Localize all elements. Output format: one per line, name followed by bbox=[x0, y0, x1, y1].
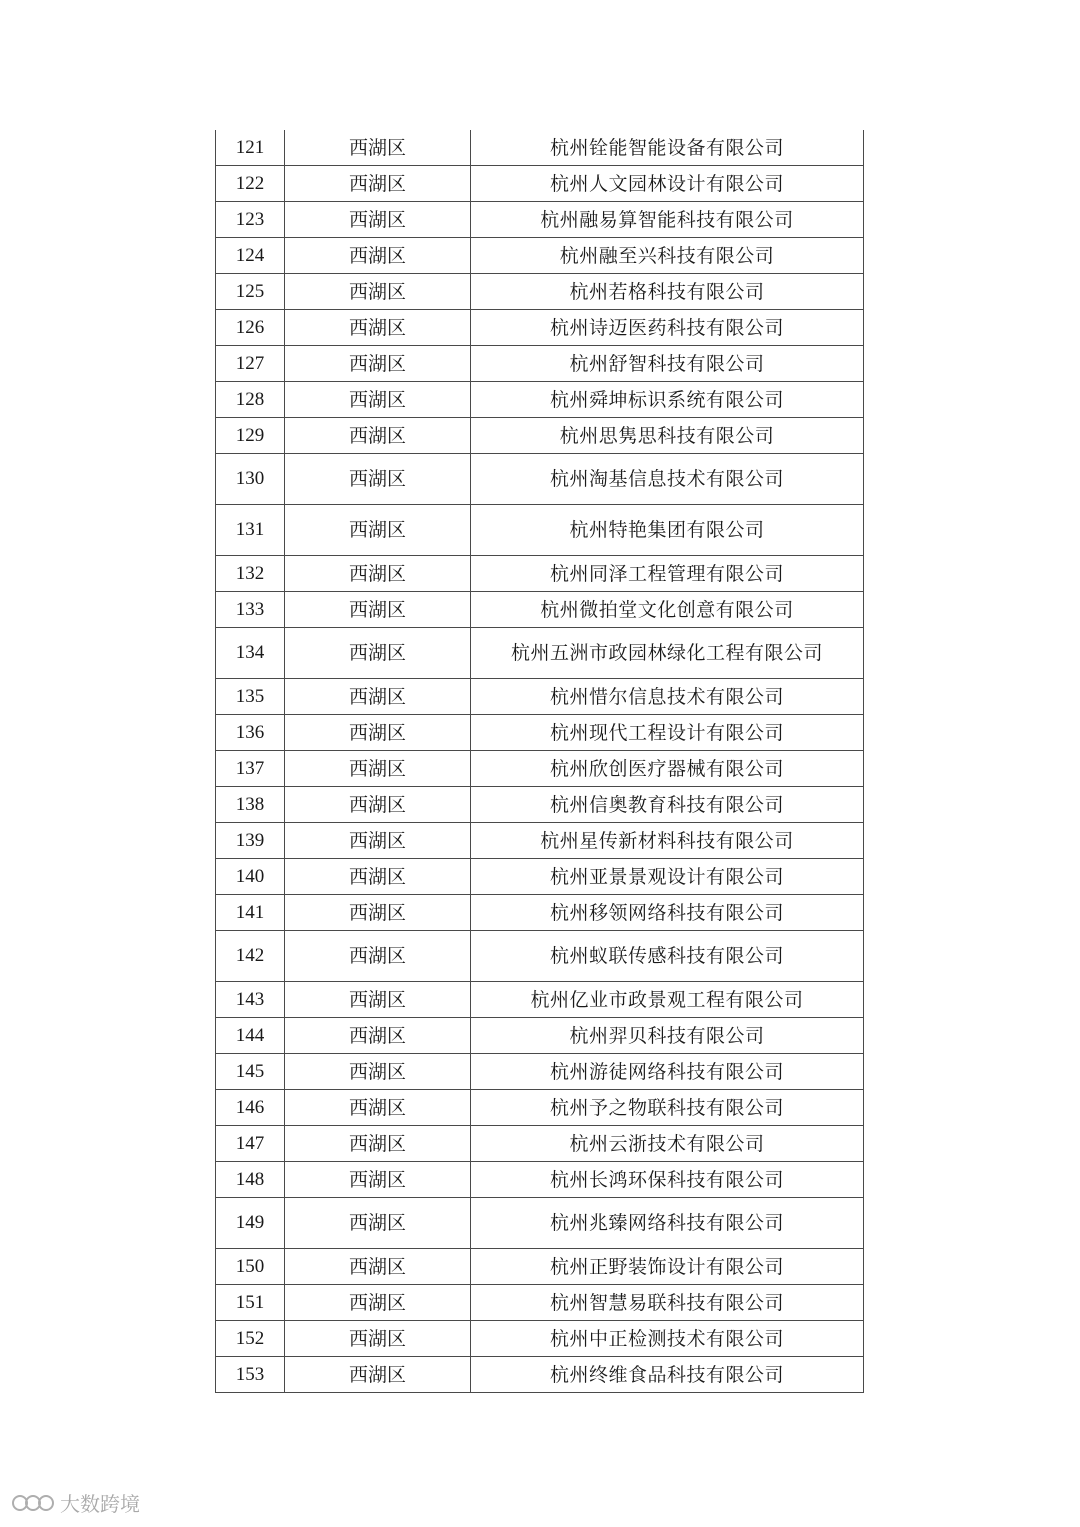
row-number-cell: 134 bbox=[216, 628, 285, 679]
row-number-cell: 136 bbox=[216, 715, 285, 751]
district-cell: 西湖区 bbox=[285, 628, 471, 679]
row-number-cell: 123 bbox=[216, 202, 285, 238]
company-table-body bbox=[216, 130, 864, 1393]
watermark bbox=[12, 1488, 140, 1517]
row-number-cell: 148 bbox=[216, 1162, 285, 1198]
row-number-cell: 126 bbox=[216, 310, 285, 346]
table-row bbox=[216, 346, 864, 382]
company-name-cell: 杭州舒智科技有限公司 bbox=[471, 346, 864, 382]
table-row bbox=[216, 1018, 864, 1054]
table-row bbox=[216, 628, 864, 679]
district-cell: 西湖区 bbox=[285, 1090, 471, 1126]
company-name-cell: 杭州信奥教育科技有限公司 bbox=[471, 787, 864, 823]
table-row bbox=[216, 982, 864, 1018]
table-row bbox=[216, 787, 864, 823]
company-name-cell: 杭州五洲市政园林绿化工程有限公司 bbox=[471, 628, 864, 679]
row-number-cell: 145 bbox=[216, 1054, 285, 1090]
company-name-cell: 杭州中正检测技术有限公司 bbox=[471, 1321, 864, 1357]
table-row bbox=[216, 505, 864, 556]
table-row bbox=[216, 1285, 864, 1321]
company-name-cell: 杭州羿贝科技有限公司 bbox=[471, 1018, 864, 1054]
table-row bbox=[216, 274, 864, 310]
district-cell: 西湖区 bbox=[285, 202, 471, 238]
row-number-cell: 132 bbox=[216, 556, 285, 592]
table-row bbox=[216, 823, 864, 859]
district-cell: 西湖区 bbox=[285, 166, 471, 202]
table-row bbox=[216, 310, 864, 346]
table-row bbox=[216, 592, 864, 628]
table-row bbox=[216, 895, 864, 931]
watermark-logo-icon bbox=[12, 1492, 54, 1514]
row-number-cell: 141 bbox=[216, 895, 285, 931]
table-row bbox=[216, 751, 864, 787]
table-row bbox=[216, 1090, 864, 1126]
table-row bbox=[216, 130, 864, 166]
table-row bbox=[216, 202, 864, 238]
district-cell: 西湖区 bbox=[285, 556, 471, 592]
district-cell: 西湖区 bbox=[285, 1285, 471, 1321]
district-cell: 西湖区 bbox=[285, 310, 471, 346]
company-name-cell: 杭州欣创医疗器械有限公司 bbox=[471, 751, 864, 787]
table-row bbox=[216, 166, 864, 202]
company-name-cell: 杭州移领网络科技有限公司 bbox=[471, 895, 864, 931]
table-row bbox=[216, 859, 864, 895]
table-row bbox=[216, 556, 864, 592]
district-cell: 西湖区 bbox=[285, 751, 471, 787]
company-name-cell: 杭州长鸿环保科技有限公司 bbox=[471, 1162, 864, 1198]
company-name-cell: 杭州星传新材料科技有限公司 bbox=[471, 823, 864, 859]
district-cell: 西湖区 bbox=[285, 505, 471, 556]
district-cell: 西湖区 bbox=[285, 130, 471, 166]
district-cell: 西湖区 bbox=[285, 679, 471, 715]
row-number-cell: 150 bbox=[216, 1249, 285, 1285]
district-cell: 西湖区 bbox=[285, 787, 471, 823]
company-name-cell: 杭州特艳集团有限公司 bbox=[471, 505, 864, 556]
row-number-cell: 146 bbox=[216, 1090, 285, 1126]
company-name-cell: 杭州人文园林设计有限公司 bbox=[471, 166, 864, 202]
table-row bbox=[216, 238, 864, 274]
row-number-cell: 121 bbox=[216, 130, 285, 166]
company-name-cell: 杭州蚁联传感科技有限公司 bbox=[471, 931, 864, 982]
row-number-cell: 122 bbox=[216, 166, 285, 202]
company-name-cell: 杭州亿业市政景观工程有限公司 bbox=[471, 982, 864, 1018]
district-cell: 西湖区 bbox=[285, 418, 471, 454]
table-row bbox=[216, 382, 864, 418]
company-name-cell: 杭州融至兴科技有限公司 bbox=[471, 238, 864, 274]
company-name-cell: 杭州同泽工程管理有限公司 bbox=[471, 556, 864, 592]
company-name-cell: 杭州铨能智能设备有限公司 bbox=[471, 130, 864, 166]
row-number-cell: 143 bbox=[216, 982, 285, 1018]
company-name-cell: 杭州现代工程设计有限公司 bbox=[471, 715, 864, 751]
table-row bbox=[216, 1249, 864, 1285]
table-row bbox=[216, 1162, 864, 1198]
watermark-text: 大数跨境 bbox=[60, 1492, 140, 1516]
row-number-cell: 133 bbox=[216, 592, 285, 628]
table-row bbox=[216, 715, 864, 751]
table-row bbox=[216, 1054, 864, 1090]
table-row bbox=[216, 1126, 864, 1162]
company-name-cell: 杭州微拍堂文化创意有限公司 bbox=[471, 592, 864, 628]
row-number-cell: 137 bbox=[216, 751, 285, 787]
row-number-cell: 149 bbox=[216, 1198, 285, 1249]
row-number-cell: 135 bbox=[216, 679, 285, 715]
company-name-cell: 杭州舜坤标识系统有限公司 bbox=[471, 382, 864, 418]
company-name-cell: 杭州诗迈医药科技有限公司 bbox=[471, 310, 864, 346]
row-number-cell: 130 bbox=[216, 454, 285, 505]
company-name-cell: 杭州思隽思科技有限公司 bbox=[471, 418, 864, 454]
row-number-cell: 152 bbox=[216, 1321, 285, 1357]
table-row bbox=[216, 1198, 864, 1249]
table-row bbox=[216, 679, 864, 715]
district-cell: 西湖区 bbox=[285, 982, 471, 1018]
table-row bbox=[216, 1321, 864, 1357]
row-number-cell: 127 bbox=[216, 346, 285, 382]
company-name-cell: 杭州淘基信息技术有限公司 bbox=[471, 454, 864, 505]
district-cell: 西湖区 bbox=[285, 823, 471, 859]
district-cell: 西湖区 bbox=[285, 592, 471, 628]
company-name-cell: 杭州惜尔信息技术有限公司 bbox=[471, 679, 864, 715]
table-row bbox=[216, 454, 864, 505]
row-number-cell: 151 bbox=[216, 1285, 285, 1321]
row-number-cell: 138 bbox=[216, 787, 285, 823]
company-name-cell: 杭州融易算智能科技有限公司 bbox=[471, 202, 864, 238]
row-number-cell: 153 bbox=[216, 1357, 285, 1393]
company-name-cell: 杭州智慧易联科技有限公司 bbox=[471, 1285, 864, 1321]
table-row bbox=[216, 1357, 864, 1393]
row-number-cell: 140 bbox=[216, 859, 285, 895]
district-cell: 西湖区 bbox=[285, 859, 471, 895]
table-row bbox=[216, 931, 864, 982]
company-name-cell: 杭州云浙技术有限公司 bbox=[471, 1126, 864, 1162]
district-cell: 西湖区 bbox=[285, 238, 471, 274]
company-name-cell: 杭州兆臻网络科技有限公司 bbox=[471, 1198, 864, 1249]
company-name-cell: 杭州正野装饰设计有限公司 bbox=[471, 1249, 864, 1285]
district-cell: 西湖区 bbox=[285, 1321, 471, 1357]
district-cell: 西湖区 bbox=[285, 1357, 471, 1393]
company-table-container bbox=[215, 130, 864, 1393]
row-number-cell: 139 bbox=[216, 823, 285, 859]
district-cell: 西湖区 bbox=[285, 454, 471, 505]
row-number-cell: 128 bbox=[216, 382, 285, 418]
district-cell: 西湖区 bbox=[285, 1249, 471, 1285]
district-cell: 西湖区 bbox=[285, 1162, 471, 1198]
district-cell: 西湖区 bbox=[285, 382, 471, 418]
company-name-cell: 杭州游徒网络科技有限公司 bbox=[471, 1054, 864, 1090]
row-number-cell: 129 bbox=[216, 418, 285, 454]
company-name-cell: 杭州予之物联科技有限公司 bbox=[471, 1090, 864, 1126]
district-cell: 西湖区 bbox=[285, 1018, 471, 1054]
company-name-cell: 杭州终维食品科技有限公司 bbox=[471, 1357, 864, 1393]
company-table bbox=[215, 130, 864, 1393]
company-name-cell: 杭州若格科技有限公司 bbox=[471, 274, 864, 310]
row-number-cell: 144 bbox=[216, 1018, 285, 1054]
table-row bbox=[216, 418, 864, 454]
row-number-cell: 142 bbox=[216, 931, 285, 982]
district-cell: 西湖区 bbox=[285, 1198, 471, 1249]
row-number-cell: 147 bbox=[216, 1126, 285, 1162]
district-cell: 西湖区 bbox=[285, 274, 471, 310]
district-cell: 西湖区 bbox=[285, 895, 471, 931]
district-cell: 西湖区 bbox=[285, 1054, 471, 1090]
row-number-cell: 124 bbox=[216, 238, 285, 274]
row-number-cell: 125 bbox=[216, 274, 285, 310]
row-number-cell: 131 bbox=[216, 505, 285, 556]
district-cell: 西湖区 bbox=[285, 931, 471, 982]
district-cell: 西湖区 bbox=[285, 346, 471, 382]
district-cell: 西湖区 bbox=[285, 1126, 471, 1162]
company-name-cell: 杭州亚景景观设计有限公司 bbox=[471, 859, 864, 895]
district-cell: 西湖区 bbox=[285, 715, 471, 751]
